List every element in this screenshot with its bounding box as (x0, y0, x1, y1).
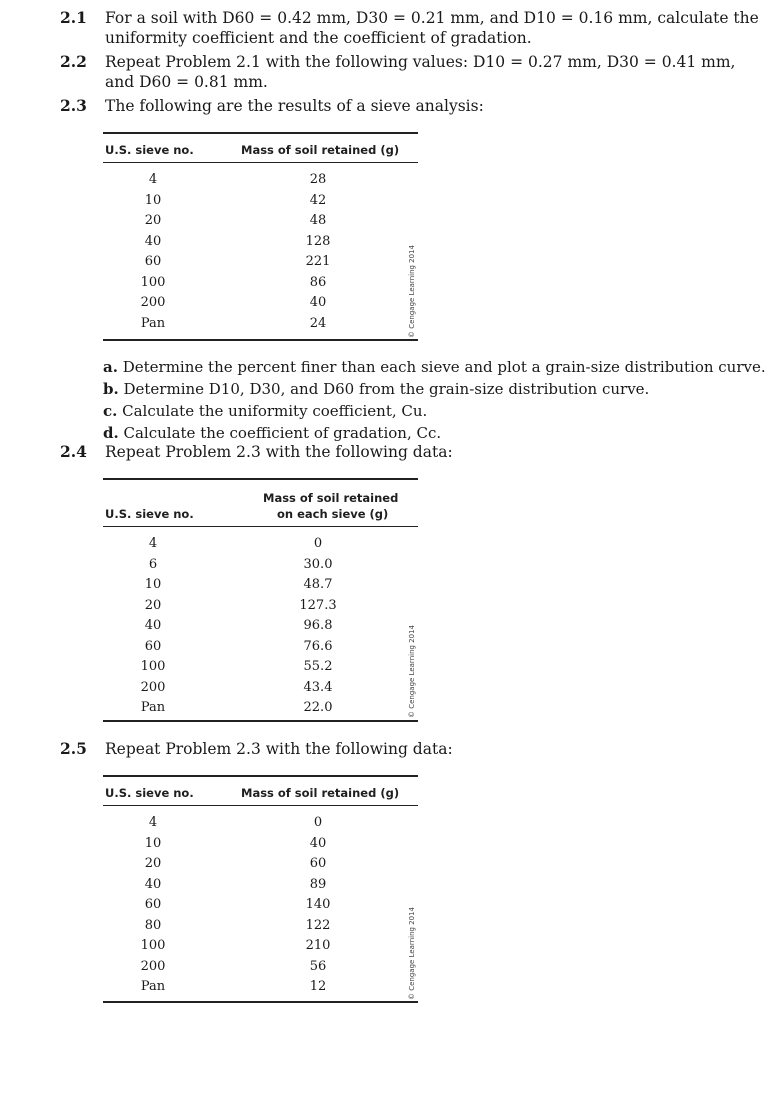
header-mass: Mass of soil retained (g) (241, 143, 400, 157)
table-row-mass: 122 (305, 917, 331, 933)
table-row-sieve: 4 (148, 815, 158, 830)
table-bottom-rule (103, 339, 418, 341)
table-row-sieve: Pan (140, 979, 166, 994)
table-row-sieve: 200 (140, 958, 166, 974)
table-row-sieve: 20 (144, 213, 162, 228)
table-top-rule (103, 132, 418, 134)
problem-2-2-line1: Repeat Problem 2.1 with the following values: D10 = 0.27 mm, D30 = 0.41 mm, (105, 53, 736, 71)
table-bottom-rule (103, 720, 418, 722)
table-row-mass: 127.3 (299, 597, 337, 613)
copyright-credit: © Cengage Learning 2014 (408, 625, 416, 718)
sieve-table-1 (103, 132, 418, 342)
problem-2-4-line1: Repeat Problem 2.3 with the following data: (105, 443, 453, 461)
list-item: c. Calculate the uniformity coefficient, Cu. (103, 402, 428, 420)
problem-2-5-line1: Repeat Problem 2.3 with the following data: (105, 740, 453, 758)
table-row-sieve: 10 (144, 192, 162, 208)
table-row-sieve: 6 (148, 556, 158, 572)
copyright-credit: © Cengage Learning 2014 (408, 907, 416, 1000)
table-row-mass: 96.8 (303, 618, 333, 633)
table-row-sieve: 100 (140, 938, 166, 953)
list-item: d. Calculate the coefficient of gradation, Cc. (103, 424, 442, 442)
table-row-sieve: 60 (144, 254, 162, 269)
sieve-table-3 (103, 775, 418, 1005)
table-row-sieve: 10 (144, 577, 162, 592)
problem-number: 2.3 (60, 96, 87, 115)
list-item: b. Determine D10, D30, and D60 from the grain-size distribution curve. (103, 380, 650, 398)
table-row-mass: 89 (309, 876, 327, 892)
table-top-rule (103, 775, 418, 777)
table-row-sieve: 80 (144, 917, 162, 933)
table-row-mass: 128 (305, 233, 331, 249)
table-row-mass: 40 (309, 295, 327, 310)
table-row-sieve: 60 (144, 638, 162, 654)
problem-2-3-line1: The following are the results of a sieve analysis: (105, 97, 484, 115)
table-row-sieve: Pan (140, 700, 166, 715)
problem-2-2-line2: and D60 = 0.81 mm. (105, 73, 268, 91)
header-mass-line1: Mass of soil retained (263, 491, 399, 505)
table-row-mass: 210 (305, 938, 331, 953)
table-row-sieve: 4 (148, 172, 158, 187)
table-row-mass: 30.0 (303, 556, 333, 572)
table-row-sieve: 200 (140, 679, 166, 695)
table-header-rule (103, 526, 418, 527)
list-item: a. Determine the percent finer than each sieve and plot a grain-size distribution curve. (103, 358, 766, 376)
table-top-rule (103, 478, 418, 480)
table-row-mass: 221 (305, 254, 331, 269)
table-row-mass: 24 (309, 315, 327, 331)
problem-number: 2.1 (60, 8, 87, 27)
table-row-mass: 43.4 (303, 679, 333, 695)
header-sieve: U.S. sieve no. (105, 143, 194, 157)
table-row-sieve: Pan (140, 315, 166, 331)
table-row-mass: 140 (305, 897, 331, 912)
header-sieve: U.S. sieve no. (105, 786, 194, 800)
table-row-mass: 0 (313, 536, 323, 551)
table-row-mass: 0 (313, 815, 323, 830)
table-row-mass: 22.0 (303, 700, 333, 715)
table-bottom-rule (103, 1001, 418, 1003)
table-row-mass: 76.6 (303, 638, 333, 654)
table-header-rule (103, 162, 418, 163)
table-row-sieve: 100 (140, 274, 166, 290)
table-header-rule (103, 805, 418, 806)
table-row-sieve: 20 (144, 856, 162, 871)
table-row-sieve: 40 (144, 233, 162, 249)
table-row-mass: 55.2 (303, 659, 333, 674)
header-mass: Mass of soil retained (g) (241, 786, 400, 800)
table-row-sieve: 100 (140, 659, 166, 674)
table-row-sieve: 40 (144, 618, 162, 633)
problem-number: 2.5 (60, 739, 87, 758)
sieve-table-2 (103, 478, 418, 723)
table-row-mass: 12 (309, 979, 327, 994)
copyright-credit: © Cengage Learning 2014 (408, 245, 416, 338)
table-row-mass: 40 (309, 835, 327, 851)
problem-2-1-line2: uniformity coefficient and the coefficient of gradation. (105, 29, 532, 47)
table-row-sieve: 20 (144, 597, 162, 613)
table-row-sieve: 200 (140, 295, 166, 310)
table-row-sieve: 4 (148, 536, 158, 551)
table-row-mass: 56 (309, 958, 327, 974)
table-row-sieve: 10 (144, 835, 162, 851)
header-mass-line2: on each sieve (g) (277, 507, 389, 521)
table-row-mass: 48.7 (303, 577, 333, 592)
header-sieve: U.S. sieve no. (105, 507, 194, 521)
table-row-mass: 60 (309, 856, 327, 871)
table-row-mass: 86 (309, 274, 327, 290)
table-row-sieve: 60 (144, 897, 162, 912)
problem-2-1-line1: For a soil with D60 = 0.42 mm, D30 = 0.21 mm, and D10 = 0.16 mm, calculate the (105, 9, 759, 27)
table-row-sieve: 40 (144, 876, 162, 892)
table-row-mass: 28 (309, 172, 327, 187)
problem-number: 2.2 (60, 52, 87, 71)
problem-number: 2.4 (60, 442, 87, 461)
table-row-mass: 48 (309, 213, 327, 228)
table-row-mass: 42 (309, 192, 327, 208)
